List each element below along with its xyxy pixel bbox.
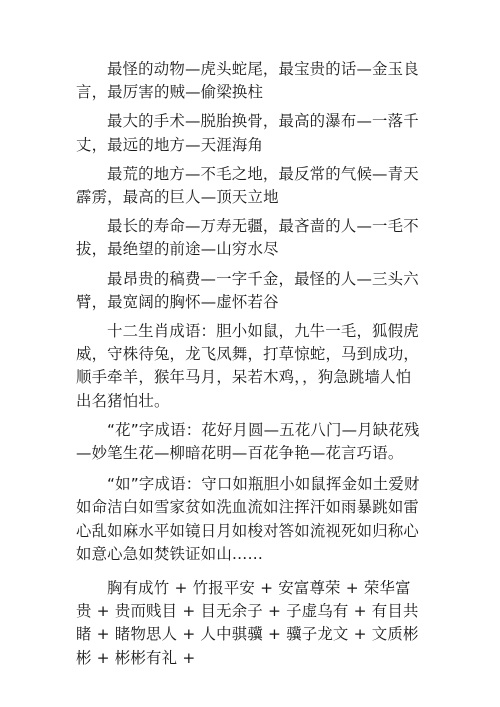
paragraph-idiom-chain: 胸有成竹 + 竹报平安 + 安富尊荣 + 荣华富贵 + 贵而贱目 + 目无余子 + 子虚乌有 + 有目共睹 + 睹物思人 + 人中骐骥 + 骥子龙文 + 文质彬彬 + 彬彬有礼 +: [76, 579, 419, 667]
paragraph-ru-idioms: “如”字成语：守口如瓶胆小如鼠挥金如土爱财如命洁白如雪家贫如洗血流如注挥汗如雨暴跳如雷心乱如麻水平如镜日月如梭对答如流视死如归称心如意心急如焚铁证如山……: [76, 475, 420, 563]
paragraph-longevity: 最长的寿命—万寿无疆，最吝啬的人—一毛不拔，最绝望的前途—山穷水尽: [76, 217, 419, 259]
document-body: [76, 58, 424, 670]
paragraph-surgery-waterfall: 最大的手术—脱胎换骨，最高的瀑布—一落千丈，最远的地方—天涯海角: [76, 112, 419, 154]
paragraph-barren-land: 最荒的地方—不毛之地，最反常的气候—青天霹雳，最高的巨人—顶天立地: [76, 164, 419, 207]
paragraph-expensive-fee: 最昂贵的稿费—一字千金，最怪的人—三头六臂，最宽阔的胸怀—虚怀若谷: [76, 269, 419, 311]
paragraph-hua-idioms: “花”字成语：花好月圆—五花八门—月缺花残—妙笔生花—柳暗花明—百花争艳—花言巧语。: [76, 420, 420, 463]
paragraph-zodiac-idioms: 十二生肖成语：胆小如鼠，九牛一毛，狐假虎威，守株待兔，龙飞凤舞，打草惊蛇，马到成功，顺手牵羊，猴年马月，呆若木鸡，，狗急跳墙人怕出名猪怕壮。: [76, 322, 419, 410]
paragraph-animals-weapons: 最怪的动物—虎头蛇尾，最宝贵的话—金玉良言，最厉害的贼—偷梁换柱: [76, 60, 419, 102]
